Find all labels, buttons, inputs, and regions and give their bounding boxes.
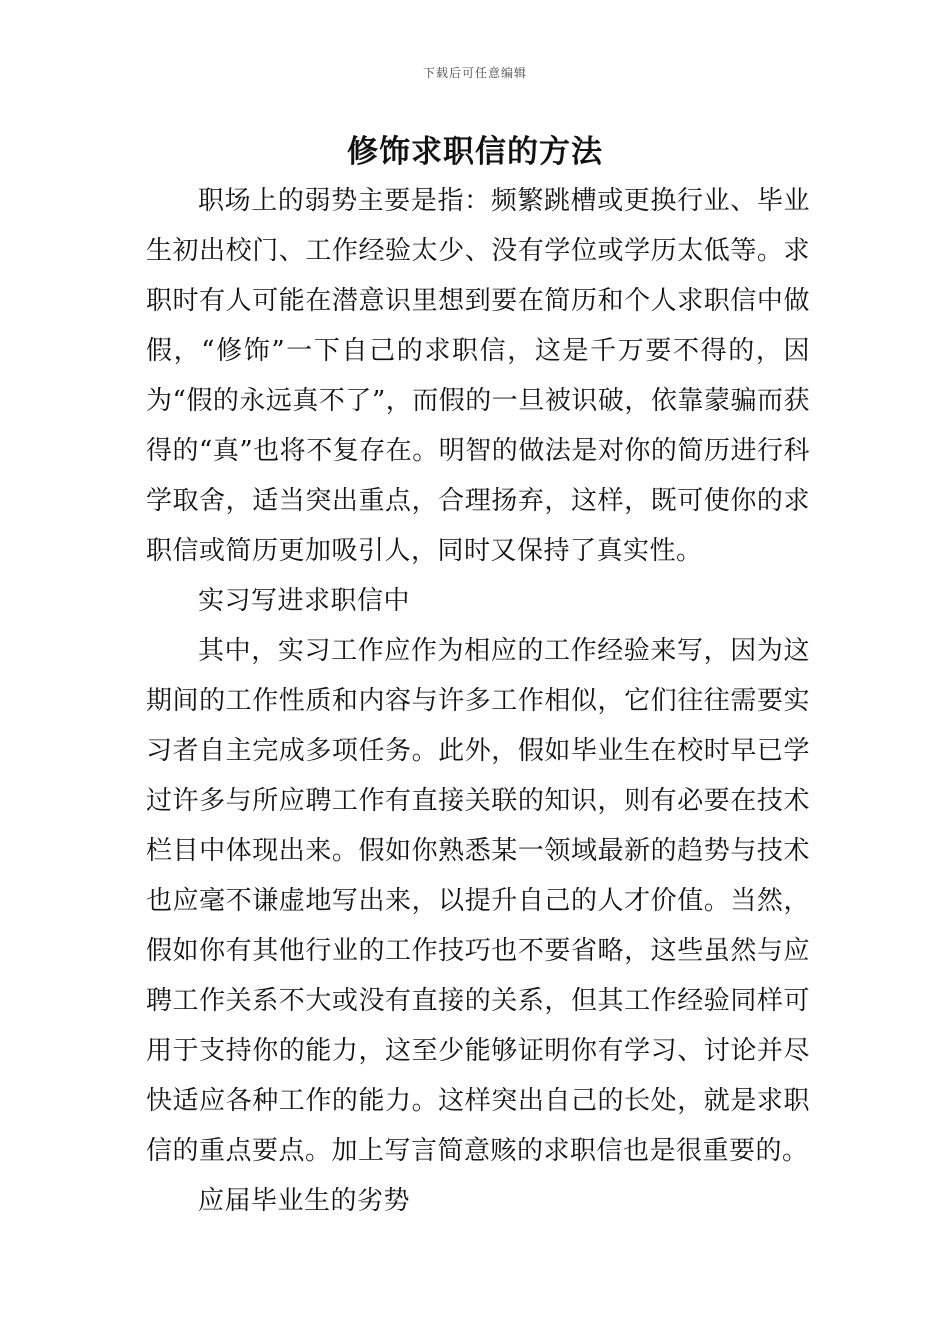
header-note: 下载后可任意编辑 [422, 66, 527, 80]
document-body [146, 176, 810, 1226]
page-title: 修饰求职信的方法 [347, 134, 603, 170]
subheading-internship: 实习写进求职信中 [198, 586, 411, 616]
paragraph-internship: 其中，实习工作应作为相应的工作经验来写，因为这期间的工作性质和内容与许多工作相似，它们往往需要实习者自主完成多项任务。此外，假如毕业生在校时早已学过许多与所应聘工作有直接关联的知识，则有必要在技术栏目中体现出来。假如你熟悉某一领域最新的趋势与技术也应毫不谦虚地写出来，以提升自己的人才价值。当然，假如你有其他行业的工作技巧也不要省略，这些虽然与应聘工作关系不大或没有直接的关系，但其工作经验同样可用于支持你的能力，这至少能够证明你有学习、讨论并尽快适应各种工作的能力。这样突出自己的长处，就是求职信的重点要点。加上写言简意赅的求职信也是很重要的。 [146, 636, 810, 1166]
paragraph-intro: 职场上的弱势主要是指：频繁跳槽或更换行业、毕业生初出校门、工作经验太少、没有学位或学历太低等。求职时有人可能在潜意识里想到要在简历和个人求职信中做假，“修饰”一下自己的求职信，这是千万要不得的，因为“假的永远真不了”，而假的一旦被识破，依靠蒙骗而获得的“真”也将不复存在。明智的做法是对你的简历进行科学取舍，适当突出重点，合理扬弃，这样，既可使你的求职信或简历更加吸引人，同时又保持了真实性。 [146, 186, 810, 566]
subheading-graduate-weakness: 应届毕业生的劣势 [198, 1186, 411, 1216]
